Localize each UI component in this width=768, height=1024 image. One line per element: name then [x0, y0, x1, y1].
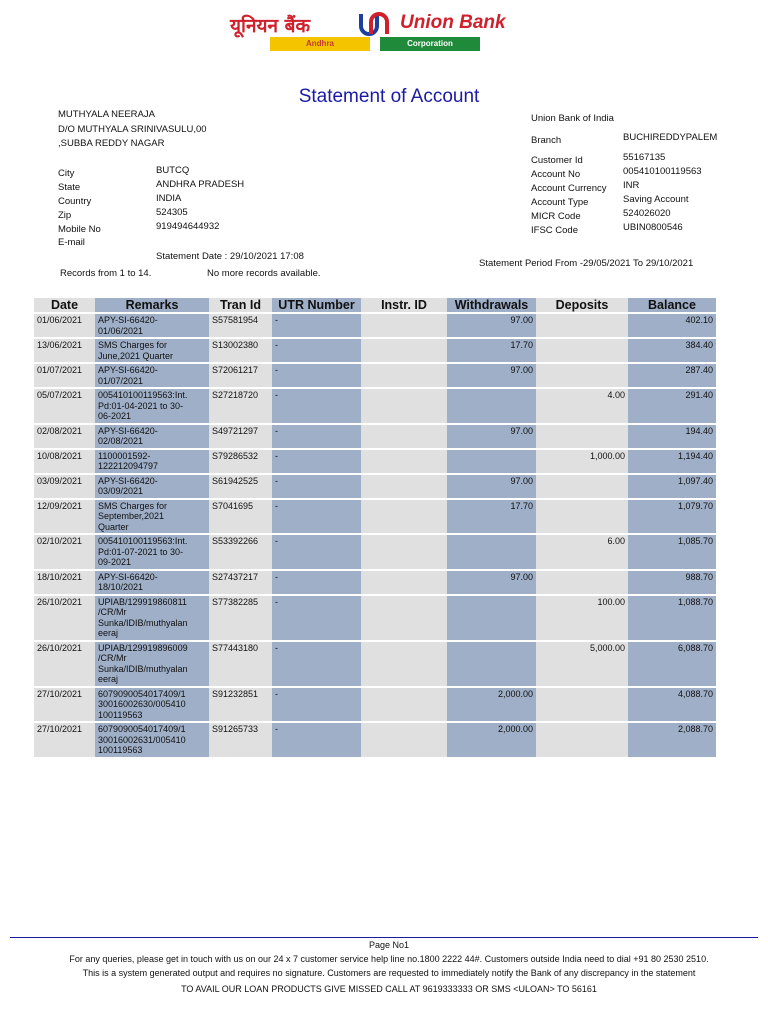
cell-remarks: APY-SI-66420- 03/09/2021	[95, 475, 209, 498]
cell-deposits: 6.00	[536, 535, 628, 569]
customer-name: MUTHYALA NEERAJA	[58, 109, 155, 120]
account-detail-value: 524026020	[623, 208, 671, 219]
table-row	[34, 339, 716, 362]
cell-withdrawals: 97.00	[447, 425, 536, 448]
cell-withdrawals: 97.00	[447, 364, 536, 387]
cell-balance: 291.40	[628, 389, 716, 423]
account-detail-label: Account Currency	[531, 183, 607, 194]
statement-date: Statement Date : 29/10/2021 17:08	[156, 251, 304, 262]
cell-utr-number: -	[272, 723, 361, 757]
account-detail-label: Branch	[531, 135, 562, 146]
bank-logo-hindi: यूनियन बैंक	[230, 15, 311, 37]
cell-utr-number: -	[272, 642, 361, 686]
cell-instr-id	[361, 475, 447, 498]
column-header-utr-number: UTR Number	[272, 298, 361, 312]
table-header-row	[34, 298, 716, 312]
bank-label: Union Bank of India	[531, 113, 614, 124]
cell-withdrawals	[447, 389, 536, 423]
cell-instr-id	[361, 596, 447, 640]
cell-balance: 1,088.70	[628, 596, 716, 640]
table-row	[34, 642, 716, 686]
cell-remarks: 6079090054017409/1 30016002630/005410 100119563	[95, 688, 209, 722]
cell-balance: 6,088.70	[628, 642, 716, 686]
table-row	[34, 389, 716, 423]
corporation-bank-logo: Corporation	[380, 37, 480, 51]
transactions-table	[34, 296, 716, 759]
table-row	[34, 571, 716, 594]
cell-remarks: 005410100119563:Int. Pd:01-07-2021 to 30- 09-2021	[95, 535, 209, 569]
footer-helpline: For any queries, please get in touch with us on our 24 x 7 customer service help line no.1800 2222 44#. Customers outside India need to dial +91 80 2530 2510.	[69, 954, 709, 964]
customer-detail-label: Mobile No	[58, 224, 101, 235]
table-row	[34, 425, 716, 448]
column-header-withdrawals: Withdrawals	[447, 298, 536, 312]
no-more-records: No more records available.	[207, 268, 321, 279]
cell-withdrawals: 97.00	[447, 475, 536, 498]
cell-deposits	[536, 339, 628, 362]
table-row	[34, 450, 716, 473]
footer-divider	[10, 937, 758, 938]
cell-date: 12/09/2021	[34, 500, 95, 534]
cell-remarks: UPIAB/129919860811 /CR/Mr Sunka/IDIB/muthyalan eeraj	[95, 596, 209, 640]
cell-date: 10/08/2021	[34, 450, 95, 473]
account-detail-label: Customer Id	[531, 155, 583, 166]
account-detail-label: IFSC Code	[531, 225, 578, 236]
customer-detail-label: E-mail	[58, 237, 85, 248]
cell-withdrawals: 2,000.00	[447, 688, 536, 722]
table-row	[34, 475, 716, 498]
cell-remarks: APY-SI-66420- 18/10/2021	[95, 571, 209, 594]
cell-instr-id	[361, 425, 447, 448]
account-detail-label: Account No	[531, 169, 581, 180]
account-detail-value: BUCHIREDDYPALEM	[623, 132, 718, 143]
cell-balance: 402.10	[628, 314, 716, 337]
customer-address-2: ,SUBBA REDDY NAGAR	[58, 138, 165, 149]
cell-tran-id: S91232851	[209, 688, 272, 722]
account-detail-value: UBIN0800546	[623, 222, 683, 233]
table-row	[34, 364, 716, 387]
cell-utr-number: -	[272, 475, 361, 498]
table-row	[34, 535, 716, 569]
cell-withdrawals	[447, 642, 536, 686]
cell-date: 01/07/2021	[34, 364, 95, 387]
cell-instr-id	[361, 500, 447, 534]
cell-withdrawals: 97.00	[447, 314, 536, 337]
cell-remarks: SMS Charges for September,2021 Quarter	[95, 500, 209, 534]
table-row	[34, 723, 716, 757]
cell-balance: 384.40	[628, 339, 716, 362]
cell-date: 18/10/2021	[34, 571, 95, 594]
cell-balance: 287.40	[628, 364, 716, 387]
column-header-deposits: Deposits	[536, 298, 628, 312]
cell-balance: 988.70	[628, 571, 716, 594]
customer-detail-label: State	[58, 182, 81, 193]
cell-utr-number: -	[272, 339, 361, 362]
account-detail-value: 55167135	[623, 152, 666, 163]
cell-deposits	[536, 364, 628, 387]
cell-instr-id	[361, 642, 447, 686]
cell-instr-id	[361, 688, 447, 722]
andhra-bank-logo: Andhra	[270, 37, 370, 51]
cell-withdrawals: 2,000.00	[447, 723, 536, 757]
cell-instr-id	[361, 535, 447, 569]
cell-remarks: UPIAB/129919896009 /CR/Mr Sunka/IDIB/muthyalan eeraj	[95, 642, 209, 686]
cell-date: 27/10/2021	[34, 688, 95, 722]
cell-remarks: 005410100119563:Int. Pd:01-04-2021 to 30- 06-2021	[95, 389, 209, 423]
cell-balance: 1,079.70	[628, 500, 716, 534]
cell-instr-id	[361, 339, 447, 362]
column-header-instr-id: Instr. ID	[361, 298, 447, 312]
table-row	[34, 596, 716, 640]
cell-withdrawals	[447, 535, 536, 569]
cell-tran-id: S72061217	[209, 364, 272, 387]
union-bank-logo-icon	[355, 11, 393, 37]
cell-instr-id	[361, 364, 447, 387]
cell-remarks: APY-SI-66420- 01/06/2021	[95, 314, 209, 337]
account-detail-value: INR	[623, 180, 640, 191]
cell-deposits	[536, 723, 628, 757]
cell-withdrawals	[447, 450, 536, 473]
cell-deposits: 5,000.00	[536, 642, 628, 686]
customer-detail-label: Zip	[58, 210, 72, 221]
cell-instr-id	[361, 389, 447, 423]
cell-utr-number: -	[272, 314, 361, 337]
cell-utr-number: -	[272, 425, 361, 448]
cell-tran-id: S57581954	[209, 314, 272, 337]
cell-deposits: 100.00	[536, 596, 628, 640]
cell-balance: 194.40	[628, 425, 716, 448]
customer-detail-value: INDIA	[156, 193, 182, 204]
cell-instr-id	[361, 314, 447, 337]
customer-detail-value: BUTCQ	[156, 165, 190, 176]
cell-deposits	[536, 425, 628, 448]
cell-tran-id: S77443180	[209, 642, 272, 686]
table-row	[34, 500, 716, 534]
cell-date: 01/06/2021	[34, 314, 95, 337]
cell-date: 13/06/2021	[34, 339, 95, 362]
cell-instr-id	[361, 450, 447, 473]
cell-utr-number: -	[272, 596, 361, 640]
column-header-tran-id: Tran Id	[209, 298, 272, 312]
cell-balance: 1,097.40	[628, 475, 716, 498]
table-row	[34, 688, 716, 722]
cell-instr-id	[361, 571, 447, 594]
cell-remarks: 1100001592- 122212094797	[95, 450, 209, 473]
customer-detail-label: City	[58, 168, 75, 179]
cell-tran-id: S13002380	[209, 339, 272, 362]
customer-detail-value: ANDHRA PRADESH	[156, 179, 245, 190]
cell-utr-number: -	[272, 364, 361, 387]
cell-withdrawals: 17.70	[447, 500, 536, 534]
customer-detail-value: 524305	[156, 207, 188, 218]
cell-balance: 4,088.70	[628, 688, 716, 722]
cell-tran-id: S61942525	[209, 475, 272, 498]
cell-utr-number: -	[272, 688, 361, 722]
customer-detail-label: Country	[58, 196, 92, 207]
account-detail-value: Saving Account	[623, 194, 689, 205]
cell-utr-number: -	[272, 389, 361, 423]
cell-date: 26/10/2021	[34, 596, 95, 640]
cell-utr-number: -	[272, 450, 361, 473]
account-detail-label: Account Type	[531, 197, 589, 208]
cell-date: 02/10/2021	[34, 535, 95, 569]
cell-utr-number: -	[272, 535, 361, 569]
page-number: Page No1	[368, 940, 410, 950]
footer-disclaimer: This is a system generated output and requires no signature. Customers are requested to immediately notify the Bank of any discrepancy in the statement	[82, 968, 696, 978]
customer-detail-value: 919494644932	[156, 221, 220, 232]
cell-date: 02/08/2021	[34, 425, 95, 448]
cell-remarks: 6079090054017409/1 30016002631/005410 100119563	[95, 723, 209, 757]
cell-balance: 1,085.70	[628, 535, 716, 569]
account-detail-label: MICR Code	[531, 211, 581, 222]
records-info: Records from 1 to 14.	[60, 268, 152, 279]
statement-period: Statement Period From -29/05/2021 To 29/10/2021	[479, 258, 694, 269]
cell-tran-id: S49721297	[209, 425, 272, 448]
column-header-balance: Balance	[628, 298, 716, 312]
cell-tran-id: S7041695	[209, 500, 272, 534]
cell-deposits	[536, 500, 628, 534]
cell-withdrawals	[447, 596, 536, 640]
cell-balance: 1,194.40	[628, 450, 716, 473]
footer-loan-offer: TO AVAIL OUR LOAN PRODUCTS GIVE MISSED CALL AT 9619333333 OR SMS <ULOAN> TO 56161	[181, 984, 597, 994]
cell-date: 03/09/2021	[34, 475, 95, 498]
cell-date: 05/07/2021	[34, 389, 95, 423]
cell-tran-id: S79286532	[209, 450, 272, 473]
cell-date: 27/10/2021	[34, 723, 95, 757]
cell-utr-number: -	[272, 571, 361, 594]
column-header-date: Date	[34, 298, 95, 312]
cell-date: 26/10/2021	[34, 642, 95, 686]
cell-deposits: 4.00	[536, 389, 628, 423]
cell-remarks: APY-SI-66420- 01/07/2021	[95, 364, 209, 387]
cell-deposits	[536, 571, 628, 594]
bank-logo-name: Union Bank	[400, 12, 506, 33]
table-body	[34, 314, 716, 757]
cell-deposits	[536, 688, 628, 722]
cell-tran-id: S77382285	[209, 596, 272, 640]
cell-tran-id: S91265733	[209, 723, 272, 757]
cell-deposits	[536, 475, 628, 498]
cell-remarks: SMS Charges for June,2021 Quarter	[95, 339, 209, 362]
cell-deposits	[536, 314, 628, 337]
column-header-remarks: Remarks	[95, 298, 209, 312]
cell-withdrawals: 17.70	[447, 339, 536, 362]
cell-deposits: 1,000.00	[536, 450, 628, 473]
cell-tran-id: S53392266	[209, 535, 272, 569]
customer-address-1: D/O MUTHYALA SRINIVASULU,00	[58, 124, 207, 135]
table-row	[34, 314, 716, 337]
cell-tran-id: S27218720	[209, 389, 272, 423]
account-detail-value: 005410100119563	[623, 166, 702, 177]
page-title: Statement of Account	[298, 86, 480, 107]
cell-tran-id: S27437217	[209, 571, 272, 594]
cell-withdrawals: 97.00	[447, 571, 536, 594]
cell-utr-number: -	[272, 500, 361, 534]
cell-balance: 2,088.70	[628, 723, 716, 757]
cell-remarks: APY-SI-66420- 02/08/2021	[95, 425, 209, 448]
cell-instr-id	[361, 723, 447, 757]
